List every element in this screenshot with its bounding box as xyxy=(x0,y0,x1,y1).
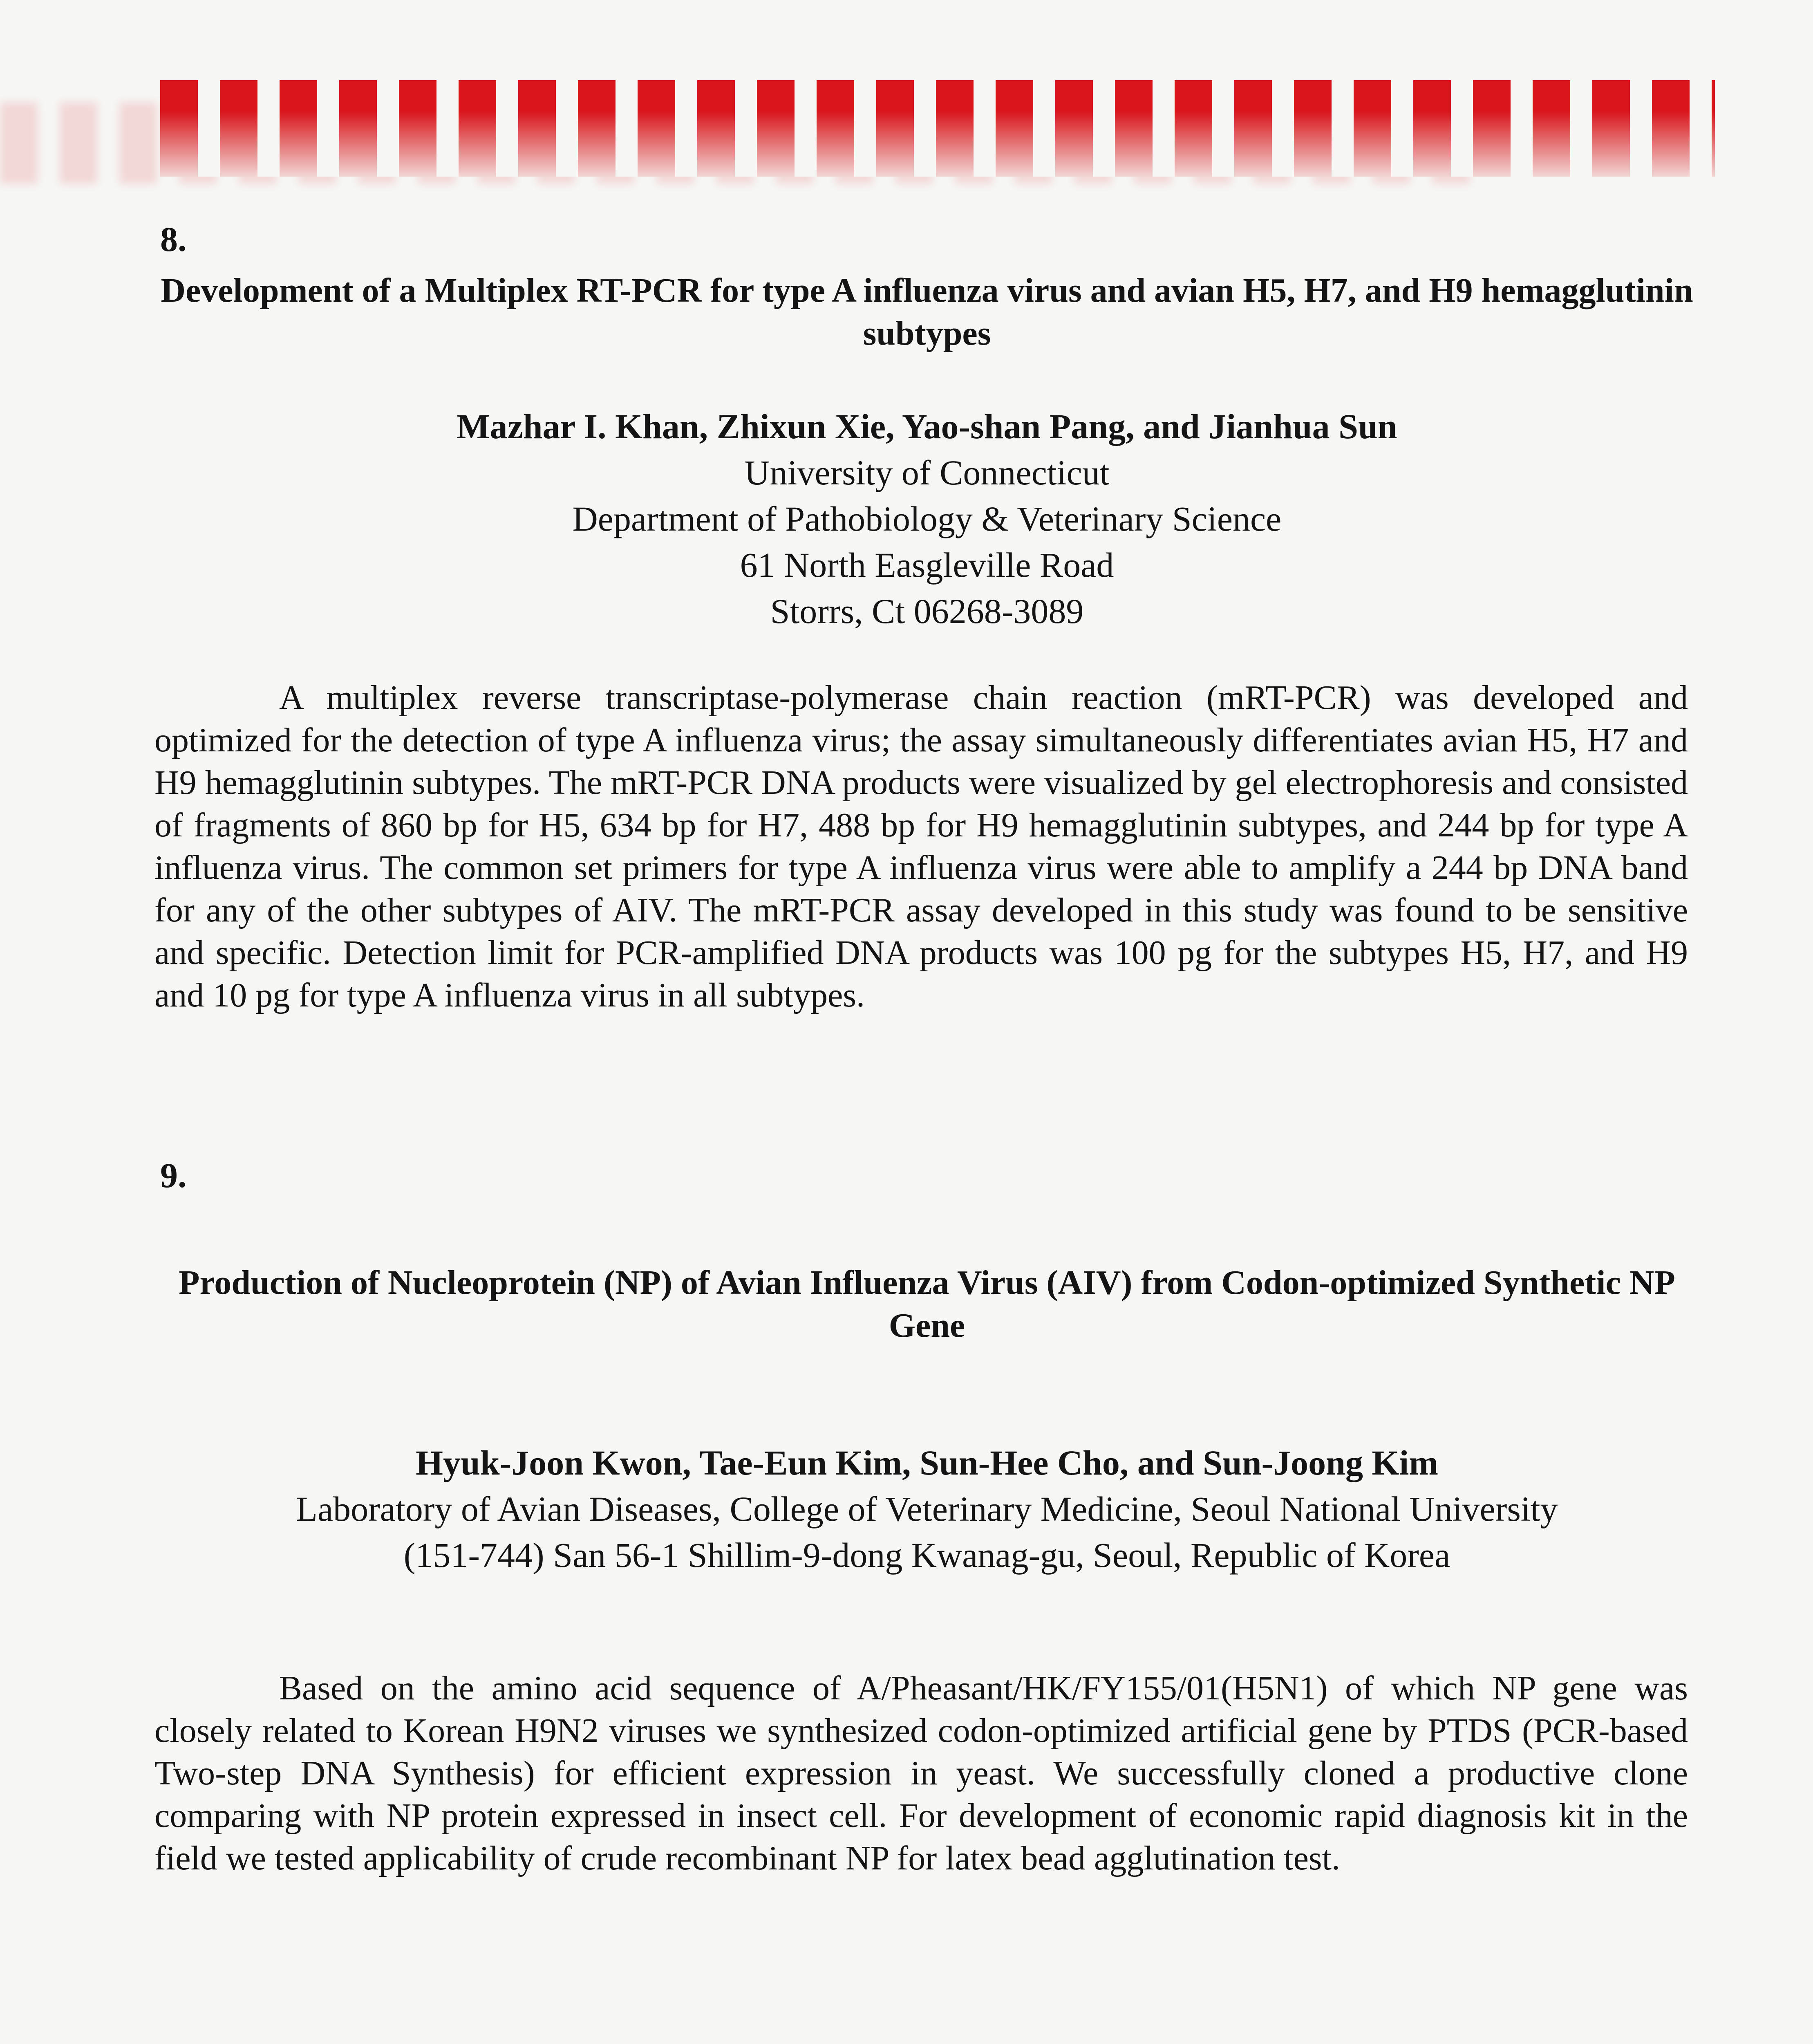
abstract-9-body: Based on the amino acid sequence of A/Pheasant/HK/FY155/01(H5N1) of which NP gene was closely related to Korean H9N2 viruses we synthesized codon-optimized artificial gene by PTDS (PCR-based Two-step DNA Synthesis) for efficient expression in yeast. We successfully cloned a productive clone comparing with NP protein expressed in insect cell. For development of economic rapid diagnosis kit in the field we tested applicability of crude recombinant NP for latex bead agglutination test. xyxy=(154,1669,1688,1877)
abstract-8-affiliation-line: 61 North Easgleville Road xyxy=(740,545,1114,585)
abstract-9-number: 9. xyxy=(160,1156,187,1195)
abstract-9-affiliation-line: Laboratory of Avian Diseases, College of Veterinary Medicine, Seoul National University xyxy=(296,1489,1558,1529)
abstract-8-affiliation-line: Department of Pathobiology & Veterinary Science xyxy=(572,499,1282,538)
abstract-8-authors: Mazhar I. Khan, Zhixun Xie, Yao-shan Pang, and Jianhua Sun xyxy=(457,407,1397,446)
abstract-9-title: Production of Nucleoprotein (NP) of Avian Influenza Virus (AIV) from Codon-optimized Synthetic NP Gene xyxy=(179,1264,1675,1345)
abstract-8-number: 8. xyxy=(160,220,187,259)
abstract-8-title: Development of a Multiplex RT-PCR for type A influenza virus and avian H5, H7, and H9 hemagglutinin subtypes xyxy=(161,271,1693,352)
abstract-8-affiliation-line: University of Connecticut xyxy=(744,453,1110,492)
abstract-9-header xyxy=(160,1440,1694,1578)
abstract-8-body: A multiplex reverse transcriptase-polymerase chain reaction (mRT-PCR) was developed and optimized for the detection of type A influenza virus; the assay simultaneously differentiates avian H5, H7 and H9 hemagglutinin subtypes. The mRT-PCR DNA products were visualized by gel electrophoresis and consisted of fragments of 860 bp for H5, 634 bp for H7, 488 bp for H9 hemagglutinin subtypes, and 244 bp for type A influenza virus. The common set primers for type A influenza virus were able to amplify a 244 bp DNA band for any of the other subtypes of AIV. The mRT-PCR assay developed in this study was found to be sensitive and specific. Detection limit for PCR-amplified DNA products was 100 pg for the subtypes H5, H7, and H9 and 10 pg for type A influenza virus in all subtypes. xyxy=(154,679,1688,1014)
abstract-9-affiliation-line: (151-744) San 56-1 Shillim-9-dong Kwanag-gu, Seoul, Republic of Korea xyxy=(403,1535,1450,1575)
abstract-8-affiliation-line: Storrs, Ct 06268-3089 xyxy=(770,592,1084,631)
decorative-red-banner xyxy=(160,80,1715,177)
abstract-9-authors: Hyuk-Joon Kwon, Tae-Eun Kim, Sun-Hee Cho, and Sun-Joong Kim xyxy=(416,1443,1438,1482)
abstract-8-header xyxy=(160,403,1694,634)
